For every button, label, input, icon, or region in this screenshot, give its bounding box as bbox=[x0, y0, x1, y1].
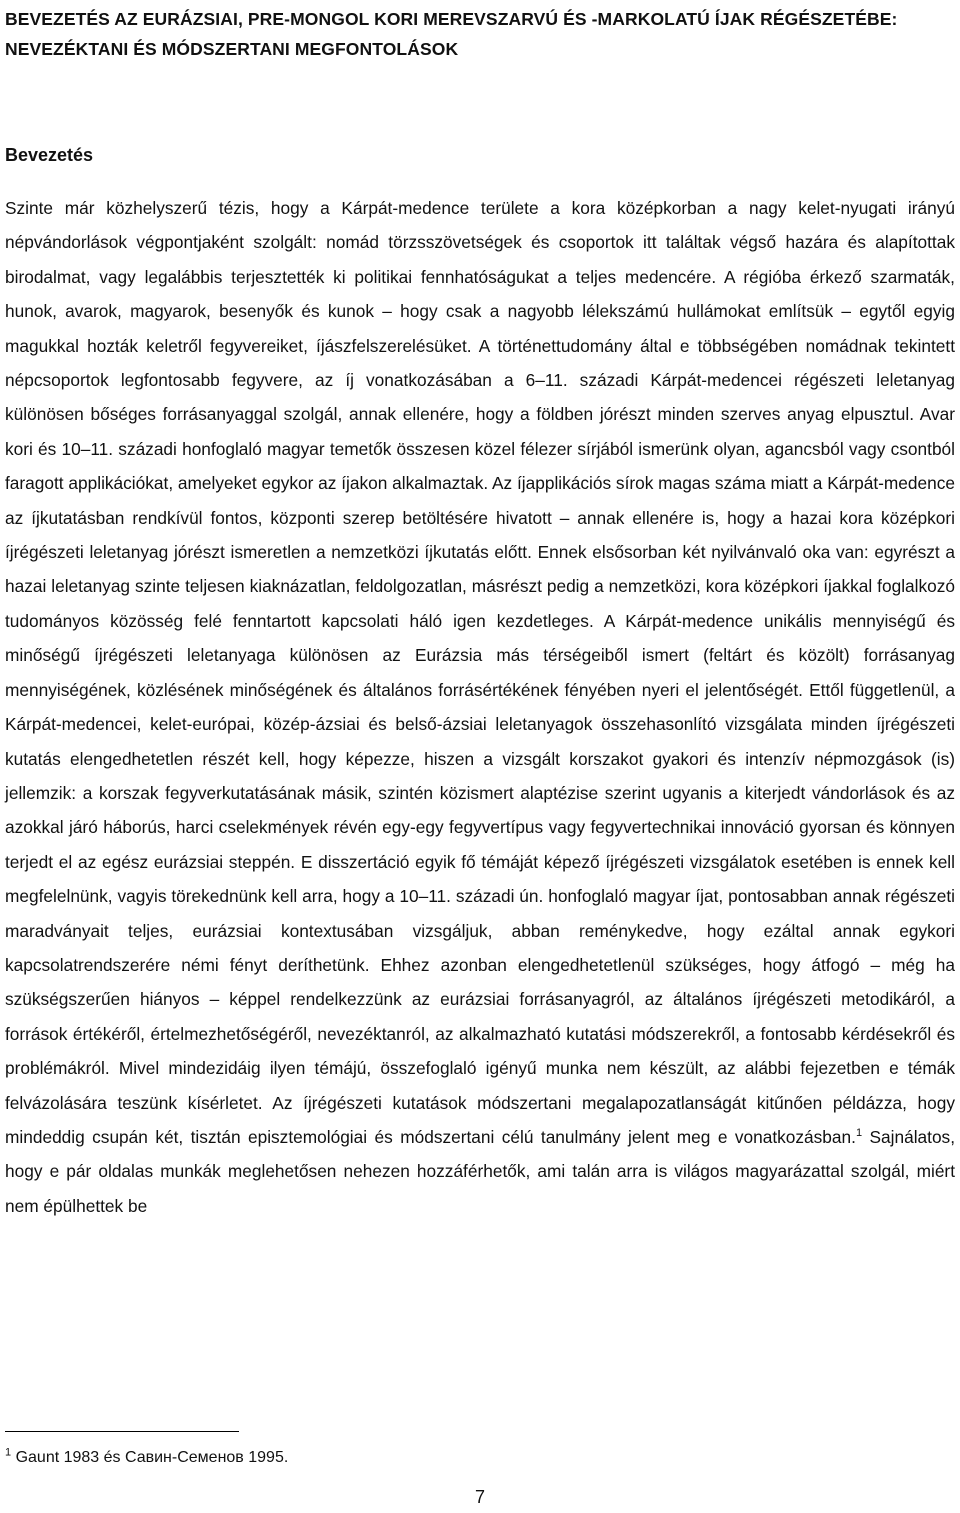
footnote-reference[interactable]: 1 bbox=[855, 1127, 863, 1140]
footnote-text: Gaunt 1983 és Савин-Семенов 1995. bbox=[11, 1449, 289, 1466]
body-paragraph-text: Szinte már közhelyszerű tézis, hogy a Kárpát-medence területe a kora középkorban a nagy kelet-nyugati irányú népvándorlások végpontjaként szolgált: nomád törzsszövetségek és csoportok itt találtak végső hazára és alapítottak birodalmat, vagy legalábbis terjesztették ki politikai fennhatóságukat a teljes medencére. A régióba érkező szarmaták, hunok, avarok, magyarok, besenyők és kunok – hogy csak a nagyobb lélekszámú hullámokat említsük – egytől egyig magukkal hozták keletről fegyvereiket, íjászfelszerelésüket. A történettudomány által e többségében nomádnak tekintett népcsoportok legfontosabb fegyvere, az íj vonatkozásában a 6–11. századi Kárpát-medencei régészeti leletanyag különösen bőséges forrásanyaggal szolgál, annak ellenére, hogy a földben jórészt minden szerves anyag elpusztul. Avar kori és 10–11. századi honfoglaló magyar temetők összesen közel félezer sírjából ismerünk olyan, agancsból vagy csontból faragott applikációkat, amelyeket egykor az íjakon alkalmaztak. Az íjapplikációs sírok magas száma miatt a Kárpát-medence az íjkutatásban rendkívül fontos, központi szerep betöltésére hivatott – annak ellenére is, hogy a hazai kora középkori íjrégészeti leletanyag jórészt ismeretlen a nemzetközi íjkutatás előtt. Ennek elsősorban két nyilvánvaló oka van: egyrészt a hazai leletanyag szinte teljesen kiaknázatlan, feldolgozatlan, másrészt pedig a nemzetközi, kora középkori íjakkal foglalkozó tudományos közösség felé fenntartott kapcsolati háló igen kezdetleges. A Kárpát-medence unikális mennyiségű és minőségű íjrégészeti leletanyaga különösen az Eurázsia más térségeiből ismert (feltárt és közölt) forrásanyag mennyiségének, közlésének minőségének és általános forrásértékének fényében nyeri el jelentőségét. Ettől függetlenül, a Kárpát-medencei, kelet-európai, közép-ázsiai és belső-ázsiai leletanyagok összehasonlító vizsgálata minden íjrégészeti kutatás elengedhetetlen részét kell, hogy képezze, hiszen a vizsgált korszakot gyakori és intenzív népmozgások (is) jellemzik: a korszak fegyverkutatásának másik, szintén közismert alaptézise szerint ugyanis a kiterjedt vándorlások és az azokkal járó háborús, harci cselekmények révén egy-egy fegyvertípus vagy fegyvertechnikai innováció gyorsan és könnyen terjedt el az egész eurázsiai steppén. E disszertáció egyik fő témáját képező íjrégészeti vizsgálatok esetében is ennek kell megfelelnünk, vagyis törekednünk kell arra, hogy a 10–11. századi ún. honfoglaló magyar íjat, pontosabban annak régészeti maradványait teljes, eurázsiai kontextusában vizsgáljuk, abban reménykedve, hogy ezáltal annak egykori kapcsolatrendszerére némi fényt deríthetünk. Ehhez azonban elengedhetetlenül szükséges, hogy átfogó – még ha szükségszerűen hiányos – képpel rendelkezzünk az eurázsiai forrásanyagról, az általános íjrégészeti metodikáról, a források értékéről, értelmezhetőségéről, nevezéktanról, az alkalmazható kutatási módszerekről, a fontosabb kérdésekről és problémákról. Mivel mindezidáig ilyen témájú, összefoglaló igényű munka nem készült, az alábbi fejezetben e témák felvázolására teszünk kísérletet. Az íjrégészeti kutatások módszertani megalapozatlanságát kitűnően példázza, hogy mindeddig csupán két, tisztán episztemológiai és módszertani célú tanulmány jelent meg e vonatkozásban. bbox=[5, 198, 955, 1147]
footnote-number: 1 bbox=[5, 1446, 12, 1459]
footnote bbox=[5, 1441, 288, 1475]
section-heading: Bevezetés bbox=[5, 145, 94, 165]
body-paragraph-continuation: Sajnálatos, hogy e pár oldalas munkák meglehetősen nehezen hozzáférhetők, ami talán arra is világos magyarázattal szolgál, miért nem épülhettek be bbox=[5, 1126, 955, 1216]
page-number: 7 bbox=[474, 1487, 485, 1507]
document-title: BEVEZETÉS AZ EURÁZSIAI, PRE-MONGOL KORI MEREVSZARVÚ ÉS -MARKOLATÚ ÍJAK RÉGÉSZETÉBE: NEVEZÉKTANI ÉS MÓDSZERTANI MEGFONTOLÁSOK bbox=[5, 9, 898, 59]
body-paragraph bbox=[5, 191, 955, 1223]
footnote-divider bbox=[5, 1431, 239, 1432]
